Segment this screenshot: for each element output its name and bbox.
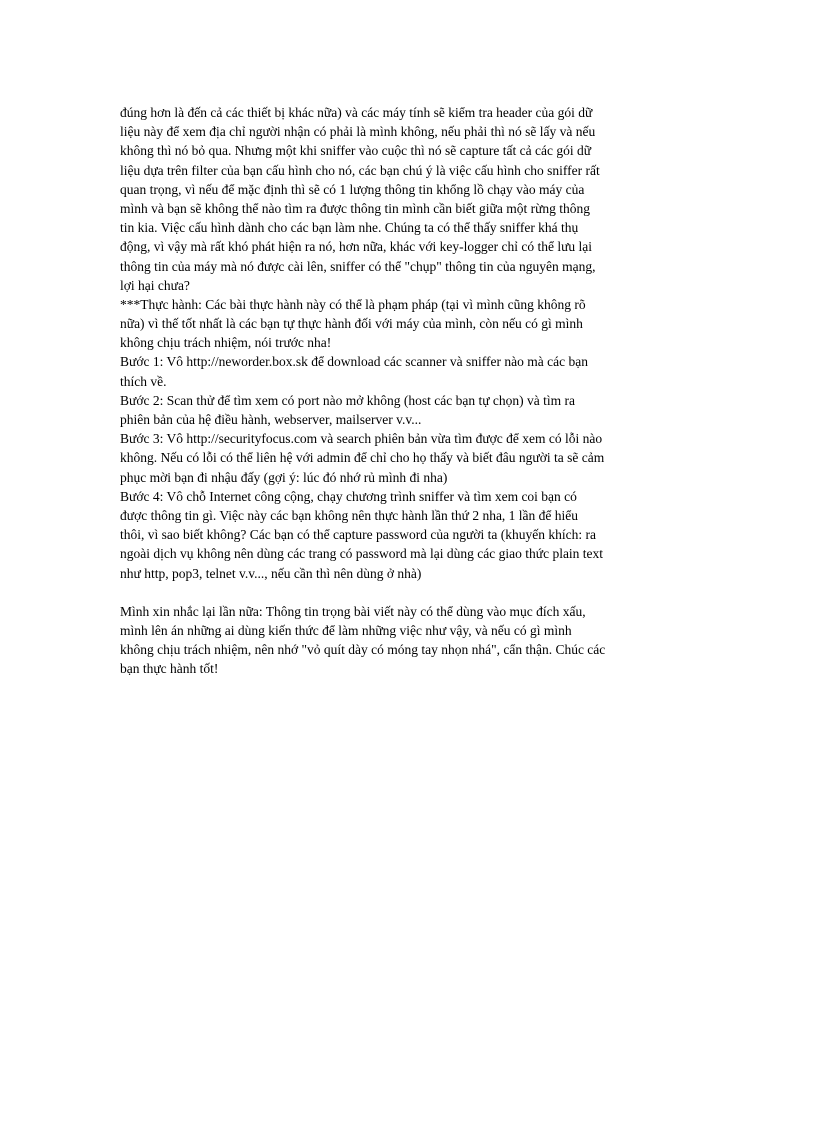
text-line: quan trọng, vì nếu để mặc định thì sẽ có 1 lượng thông tin khổng lồ chạy vào máy của: [120, 181, 585, 197]
text-line: phục mời bạn đi nhậu đấy (gợi ý: lúc đó nhớ rủ mình đi nha): [120, 469, 448, 485]
paragraph-gap: [120, 583, 700, 602]
text-line: Bước 2: Scan thử để tìm xem có port nào mở không (host các bạn tự chọn) và tìm ra: [120, 392, 575, 408]
text-line: thích về.: [120, 373, 167, 389]
text-line: đúng hơn là đến cả các thiết bị khác nữa) và các máy tính sẽ kiểm tra header của gói dữ: [120, 105, 593, 120]
text-line: ngoài dịch vụ không nên dùng các trang có password mà lại dùng các giao thức plain text: [120, 546, 604, 562]
text-line: thông tin của máy mà nó được cài lên, sniffer có thể "chụp" thông tin của nguyên mạng,: [120, 258, 596, 274]
text-line: bạn thực hành tốt!: [120, 661, 219, 677]
text-line: không. Nếu có lỗi có thể liên hệ với admin để chỉ cho họ thấy và biết đâu người ta sẽ cảm: [120, 450, 605, 466]
text-line: Bước 1: Vô http://neworder.box.sk để download các scanner và sniffer nào mà các bạn: [120, 354, 588, 370]
text-line: không thì nó bỏ qua. Nhưng một khi sniffer vào cuộc thì nó sẽ capture tất cả các gói dữ: [120, 143, 592, 159]
text-line: không chịu trách nhiệm, nói trước nha!: [120, 335, 332, 351]
text-line: mình lên án những ai dùng kiến thức để làm những việc như vậy, và nếu có gì mình: [120, 623, 572, 639]
text-line: như http, pop3, telnet v.v..., nếu cần thì nên dùng ở nhà): [120, 565, 422, 581]
text-line: thôi, vì sao biết không? Các bạn có thể capture password của người ta (khuyến khích: ra: [120, 527, 596, 543]
text-line: ***Thực hành: Các bài thực hành này có thể là phạm pháp (tại vì mình cũng không rõ: [120, 296, 586, 312]
text-line: liệu dựa trên filter của bạn cấu hình cho nó, các bạn chú ý là việc cấu hình cho sniffer rất: [120, 162, 600, 178]
text-line: Mình xin nhắc lại lần nữa: Thông tin trọng bài viết này có thể dùng vào mục đích xấu,: [120, 603, 586, 619]
text-line: phiên bản của hệ điều hành, webserver, mailserver v.v...: [120, 412, 422, 427]
text-line: không chịu trách nhiệm, nên nhớ "vỏ quít dày có móng tay nhọn nhá", cẩn thận. Chúc các: [120, 642, 606, 658]
document-body: [120, 103, 700, 679]
text-line: Bước 3: Vô http://securityfocus.com và search phiên bản vừa tìm được để xem có lỗi nào: [120, 431, 603, 447]
text-line: được thông tin gì. Việc này các bạn không nên thực hành lần thứ 2 nha, 1 lần để hiểu: [120, 507, 579, 523]
text-line: nữa) vì thế tốt nhất là các bạn tự thực hành đối với máy của mình, còn nếu có gì mình: [120, 316, 583, 332]
text-line: lợi hại chưa?: [120, 277, 190, 293]
text-line: Bước 4: Vô chỗ Internet công cộng, chạy chương trình sniffer và tìm xem coi bạn có: [120, 488, 577, 504]
text-line: mình và bạn sẽ không thể nào tìm ra được thông tin mình cần biết giữa một rừng thông: [120, 200, 591, 216]
text-line: tin kia. Việc cấu hình dành cho các bạn làm nhe. Chúng ta có thể thấy sniffer khá thụ: [120, 220, 579, 236]
text-line: động, vì vậy mà rất khó phát hiện ra nó, hơn nữa, khác với key-logger chỉ có thể lưu lại: [120, 239, 593, 255]
text-line: liệu này để xem địa chỉ người nhận có phải là mình không, nếu phải thì nó sẽ lấy và nếu: [120, 124, 596, 140]
